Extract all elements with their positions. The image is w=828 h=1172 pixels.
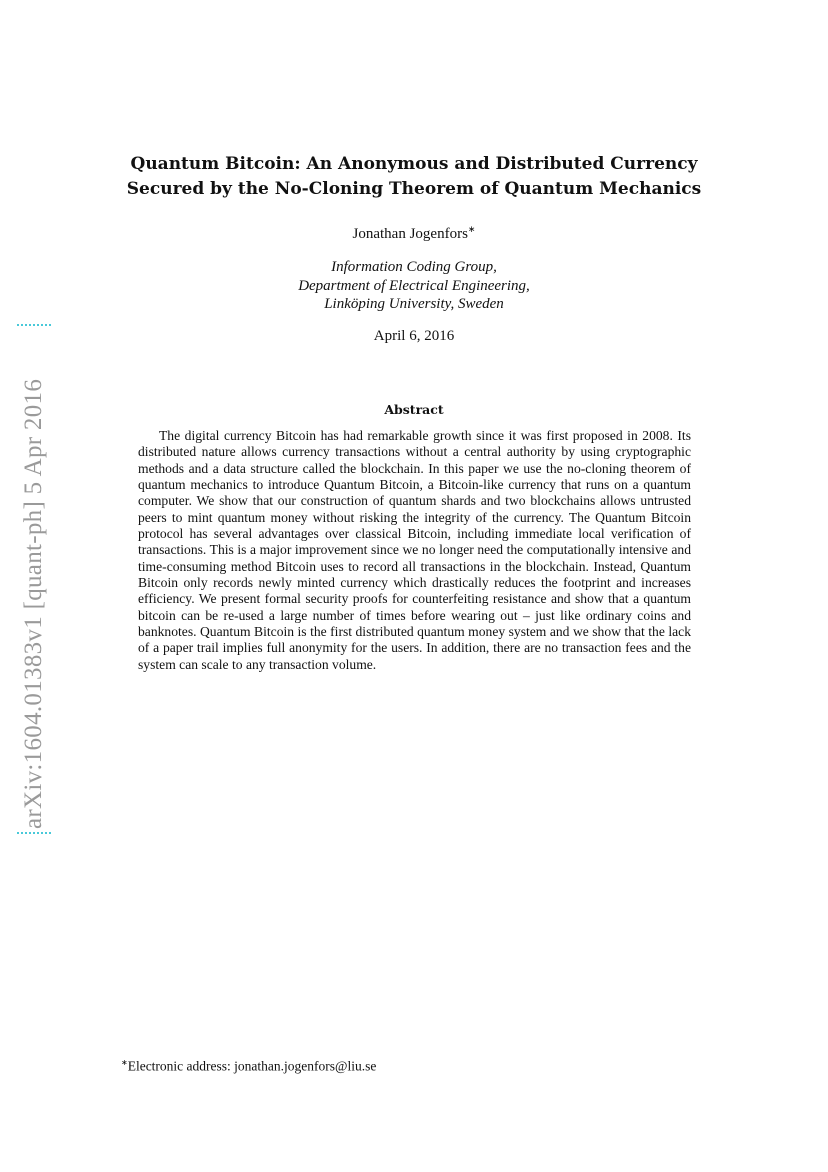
- affiliation-line-3: Linköping University, Sweden: [324, 296, 504, 312]
- affiliation-line-2: Department of Electrical Engineering,: [298, 277, 530, 294]
- paper-title: [0, 152, 828, 202]
- footnote-text: Electronic address: jonathan.jogenfors@liu.se: [127, 1058, 377, 1074]
- paper-date: April 6, 2016: [373, 328, 455, 344]
- author-footnote-mark: ∗: [467, 224, 476, 234]
- abstract-heading: Abstract: [384, 402, 444, 417]
- affiliation: [0, 258, 828, 314]
- arxiv-identifier-stamp[interactable]: arXiv:1604.01383v1 [quant-ph] 5 Apr 2016: [17, 324, 51, 834]
- affiliation-line-1: Information Coding Group,: [331, 259, 497, 275]
- title-line-1: Quantum Bitcoin: An Anonymous and Distributed Currency: [130, 154, 698, 174]
- author-line: [0, 224, 828, 243]
- author-name: Jonathan Jogenfors: [352, 226, 468, 242]
- title-line-2: Secured by the No-Cloning Theorem of Quantum Mechanics: [126, 179, 702, 199]
- footnote: [121, 1058, 376, 1075]
- footnote-mark: ∗: [121, 1058, 128, 1067]
- abstract-text: The digital currency Bitcoin has had remarkable growth since it was first proposed in 2008. Its distributed nature allows currency transactions without a central authority by using cryptographic methods and a data structure called the blockchain. In this paper we use the no-cloning theorem of quantum mechanics to introduce Quantum Bitcoin, a Bitcoin-like currency that runs on a quantum computer. We show that our construction of quantum shards and two blockchains allows untrusted peers to mint quantum money without risking the integrity of the currency. The Quantum Bitcoin protocol has several advantages over classical Bitcoin, including immediate local verification of transactions. This is a major improvement since we no longer need the computationally intensive and time-consuming method Bitcoin uses to record all transactions in the blockchain. Instead, Quantum Bitcoin only records newly minted currency which drastically reduces the footprint and increases efficiency. We present formal security proofs for counterfeiting resistance and show that a quantum bitcoin can be re-used a large number of times before wearing out – just like ordinary coins and banknotes. Quantum Bitcoin is the first distributed quantum money system and we show that the lack of a paper trail implies full anonymity for the users. In addition, there are no transaction fees and the system can scale to any transaction volume.: [138, 428, 691, 672]
